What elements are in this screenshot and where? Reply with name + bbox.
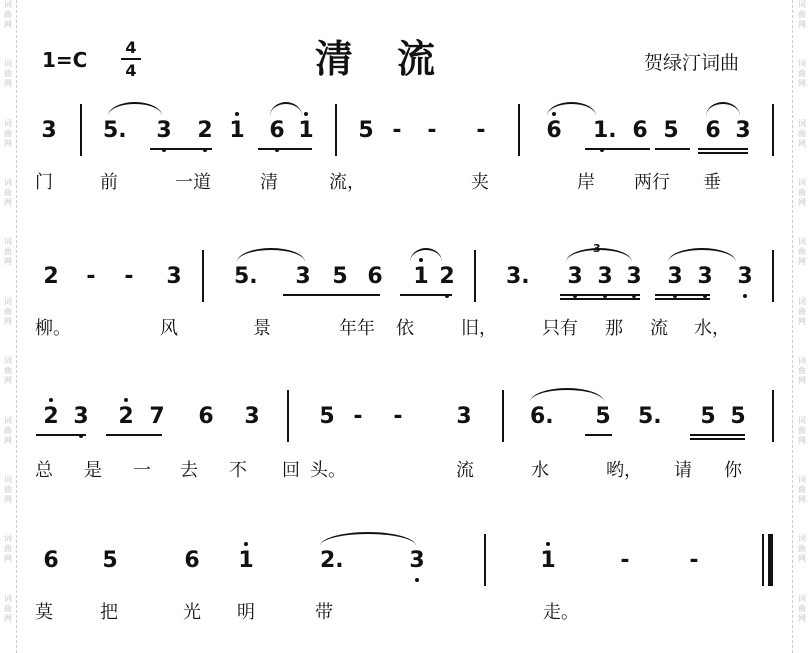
- note: 5: [595, 404, 611, 429]
- underline: [36, 434, 86, 436]
- watermark-char: 词: [798, 296, 806, 306]
- note: 2.: [320, 548, 344, 573]
- watermark-right: [795, 0, 809, 653]
- underline: [585, 434, 612, 436]
- underline: [698, 148, 748, 150]
- underline: [690, 434, 745, 436]
- note: -: [353, 404, 363, 429]
- watermark-char: 词: [798, 237, 806, 247]
- watermark-char: 网: [798, 316, 806, 326]
- note: -: [620, 548, 630, 573]
- underline: [698, 152, 748, 154]
- note: 5: [358, 118, 374, 143]
- note: 6: [546, 118, 562, 143]
- watermark-char: 曲: [798, 247, 806, 257]
- note: 3: [667, 264, 683, 289]
- slur: [530, 388, 604, 402]
- watermark-char: 词: [4, 593, 12, 603]
- frame-right: [792, 0, 793, 653]
- lyric: 流: [650, 318, 668, 339]
- note: 3: [73, 404, 89, 429]
- lyric: 不: [229, 460, 247, 481]
- lyric: 岸: [577, 172, 595, 193]
- watermark-char: 网: [4, 79, 12, 89]
- bar-line: [484, 534, 486, 586]
- watermark-char: 词: [798, 534, 806, 544]
- underline: [690, 438, 745, 440]
- lyric: 请: [674, 460, 692, 481]
- note: 3.: [506, 264, 530, 289]
- final-barline-thick: [768, 534, 773, 586]
- octave-dot: [124, 398, 128, 402]
- lyric: 两行: [634, 172, 670, 193]
- watermark-char: 曲: [798, 10, 806, 19]
- watermark-char: 曲: [798, 69, 806, 79]
- song-title: 清流: [315, 36, 480, 81]
- lyric: 水，: [694, 318, 730, 339]
- watermark-char: 词: [4, 296, 12, 306]
- watermark-char: 词: [798, 0, 806, 9]
- watermark-char: 网: [4, 376, 12, 386]
- watermark-char: 曲: [798, 484, 806, 494]
- underline: [400, 294, 452, 296]
- frame-left: [16, 0, 17, 653]
- watermark-char: 曲: [4, 366, 12, 376]
- lyric: 风: [160, 318, 178, 339]
- underline: [106, 434, 162, 436]
- note: 2: [197, 118, 213, 143]
- octave-dot: [244, 542, 248, 546]
- note: -: [392, 118, 402, 143]
- lyric: 夹: [471, 172, 489, 193]
- bar-line: [335, 104, 337, 156]
- watermark-char: 词: [798, 593, 806, 603]
- slur: [108, 102, 162, 116]
- note: 6: [367, 264, 383, 289]
- watermark-char: 网: [4, 257, 12, 267]
- lyric: 你: [724, 460, 742, 481]
- underline: [655, 148, 690, 150]
- lyric: 一道: [175, 172, 211, 193]
- bar-line: [502, 390, 504, 442]
- underline: [560, 294, 640, 296]
- watermark-char: 词: [798, 415, 806, 425]
- watermark-char: 网: [4, 554, 12, 564]
- watermark-char: 曲: [4, 247, 12, 257]
- lyric: 垂: [703, 172, 721, 193]
- bar-line: [518, 104, 520, 156]
- note: -: [689, 548, 699, 573]
- note: 3: [166, 264, 182, 289]
- note: 1: [413, 264, 429, 289]
- note: 5: [102, 548, 118, 573]
- lyric: 带: [315, 602, 333, 623]
- lyric: 明: [237, 602, 255, 623]
- bar-line: [474, 250, 476, 302]
- note: 3: [456, 404, 472, 429]
- watermark-char: 词: [4, 237, 12, 247]
- watermark-char: 曲: [4, 425, 12, 435]
- lyric: 头。: [310, 460, 346, 481]
- note: 2: [43, 404, 59, 429]
- watermark-char: 网: [798, 79, 806, 89]
- slur: [668, 248, 736, 262]
- underline: [150, 148, 212, 150]
- lyric: 柳。: [35, 318, 71, 339]
- watermark-char: 网: [4, 138, 12, 148]
- watermark-char: 曲: [4, 69, 12, 79]
- underline: [655, 294, 710, 296]
- watermark-left: [1, 0, 15, 653]
- note: 3: [597, 264, 613, 289]
- slur: [566, 248, 632, 262]
- octave-dot: [546, 542, 550, 546]
- octave-dot: [415, 578, 419, 582]
- watermark-char: 网: [798, 198, 806, 208]
- octave-dot: [235, 112, 239, 116]
- watermark-char: 曲: [798, 425, 806, 435]
- lyric: 走。: [543, 602, 579, 623]
- song-author: 贺绿汀词曲: [644, 52, 740, 74]
- lyric: 水: [531, 460, 549, 481]
- watermark-char: 网: [4, 198, 12, 208]
- octave-dot: [49, 398, 53, 402]
- watermark-char: 词: [798, 356, 806, 366]
- slur: [410, 248, 442, 262]
- note: 2: [118, 404, 134, 429]
- bar-line: [772, 390, 774, 442]
- watermark-char: 曲: [4, 128, 12, 138]
- watermark-char: 词: [4, 0, 12, 9]
- watermark-char: 网: [798, 435, 806, 445]
- watermark-char: 曲: [4, 603, 12, 613]
- note: -: [393, 404, 403, 429]
- note: 5.: [638, 404, 662, 429]
- key-signature: 1=C: [42, 48, 88, 72]
- lyric: 景: [253, 318, 271, 339]
- watermark-char: 曲: [798, 544, 806, 554]
- underline: [655, 298, 710, 300]
- final-barline-thin: [762, 534, 764, 586]
- lyric: 去: [180, 460, 198, 481]
- watermark-char: 网: [798, 554, 806, 564]
- watermark-char: 网: [4, 316, 12, 326]
- watermark-char: 曲: [798, 603, 806, 613]
- note: 1: [298, 118, 314, 143]
- slur: [547, 102, 596, 116]
- watermark-char: 网: [798, 494, 806, 504]
- lyric: 流，: [329, 172, 365, 193]
- watermark-char: 网: [798, 613, 806, 623]
- note: 5: [663, 118, 679, 143]
- watermark-char: 词: [4, 534, 12, 544]
- watermark-char: 网: [4, 20, 12, 29]
- note: 3: [295, 264, 311, 289]
- watermark-char: 词: [798, 59, 806, 69]
- lyric: 清: [260, 172, 278, 193]
- watermark-char: 曲: [4, 306, 12, 316]
- slur: [706, 102, 740, 116]
- watermark-char: 曲: [4, 188, 12, 198]
- lyric: 总: [35, 460, 53, 481]
- watermark-char: 网: [798, 257, 806, 267]
- note: 3: [156, 118, 172, 143]
- lyric: 哟，: [606, 460, 642, 481]
- note: 7: [149, 404, 165, 429]
- watermark-char: 词: [798, 474, 806, 484]
- note: 3: [626, 264, 642, 289]
- note: -: [86, 264, 96, 289]
- note: 5: [319, 404, 335, 429]
- bar-line: [772, 250, 774, 302]
- watermark-char: 曲: [798, 306, 806, 316]
- lyric: 光: [183, 602, 201, 623]
- time-numerator: 4: [125, 38, 137, 57]
- watermark-char: 网: [4, 494, 12, 504]
- note: 6: [184, 548, 200, 573]
- bar-line: [202, 250, 204, 302]
- note: 6: [632, 118, 648, 143]
- underline: [585, 148, 650, 150]
- underline: [560, 298, 640, 300]
- note: 5.: [234, 264, 258, 289]
- note: 6: [198, 404, 214, 429]
- underline: [283, 294, 380, 296]
- note: -: [124, 264, 134, 289]
- watermark-char: 词: [4, 59, 12, 69]
- watermark-char: 曲: [4, 544, 12, 554]
- lyric: 回: [282, 460, 300, 481]
- watermark-char: 词: [4, 415, 12, 425]
- slur: [237, 248, 305, 262]
- note: 3: [735, 118, 751, 143]
- slur: [270, 102, 302, 116]
- watermark-char: 曲: [798, 366, 806, 376]
- note: 5: [332, 264, 348, 289]
- note: 3: [409, 548, 425, 573]
- note: 1: [238, 548, 254, 573]
- note: 3: [737, 264, 753, 289]
- slur: [320, 532, 416, 546]
- lyric: 流: [456, 460, 474, 481]
- lyric: 年年: [339, 318, 375, 339]
- watermark-char: 词: [4, 118, 12, 128]
- lyric: 只有: [542, 318, 578, 339]
- watermark-char: 曲: [798, 188, 806, 198]
- note: 5.: [103, 118, 127, 143]
- watermark-char: 曲: [4, 10, 12, 19]
- note: 6.: [530, 404, 554, 429]
- watermark-char: 网: [4, 613, 12, 623]
- note: 1: [229, 118, 245, 143]
- bar-line: [772, 104, 774, 156]
- lyric: 莫: [35, 602, 53, 623]
- lyric: 前: [100, 172, 118, 193]
- note: 1: [540, 548, 556, 573]
- octave-dot: [743, 294, 747, 298]
- octave-dot: [304, 112, 308, 116]
- note: 5: [700, 404, 716, 429]
- note: 2: [439, 264, 455, 289]
- watermark-char: 词: [798, 178, 806, 188]
- lyric: 一: [133, 460, 151, 481]
- watermark-char: 曲: [798, 128, 806, 138]
- lyric: 旧，: [461, 318, 497, 339]
- lyric: 是: [84, 460, 102, 481]
- lyric: 那: [605, 318, 623, 339]
- watermark-char: 词: [4, 474, 12, 484]
- note: 3: [244, 404, 260, 429]
- note: 3: [567, 264, 583, 289]
- note: 2: [43, 264, 59, 289]
- watermark-char: 网: [798, 376, 806, 386]
- bar-line: [287, 390, 289, 442]
- watermark-char: 网: [798, 138, 806, 148]
- time-denominator: 4: [125, 61, 137, 80]
- underline: [258, 148, 312, 150]
- lyric: 把: [100, 602, 118, 623]
- time-signature: [118, 38, 144, 80]
- bar-line: [80, 104, 82, 156]
- note: -: [476, 118, 486, 143]
- watermark-char: 曲: [4, 484, 12, 494]
- note: -: [427, 118, 437, 143]
- note: 3: [41, 118, 57, 143]
- note: 6: [705, 118, 721, 143]
- triplet-mark: 3: [593, 242, 601, 255]
- watermark-char: 词: [798, 118, 806, 128]
- note: 5: [730, 404, 746, 429]
- note: 6: [269, 118, 285, 143]
- note: 6: [43, 548, 59, 573]
- note: 3: [697, 264, 713, 289]
- watermark-char: 词: [4, 178, 12, 188]
- watermark-char: 网: [798, 20, 806, 29]
- note: 1.: [593, 118, 617, 143]
- lyric: 依: [396, 318, 414, 339]
- lyric: 门: [35, 172, 53, 193]
- watermark-char: 词: [4, 356, 12, 366]
- watermark-char: 网: [4, 435, 12, 445]
